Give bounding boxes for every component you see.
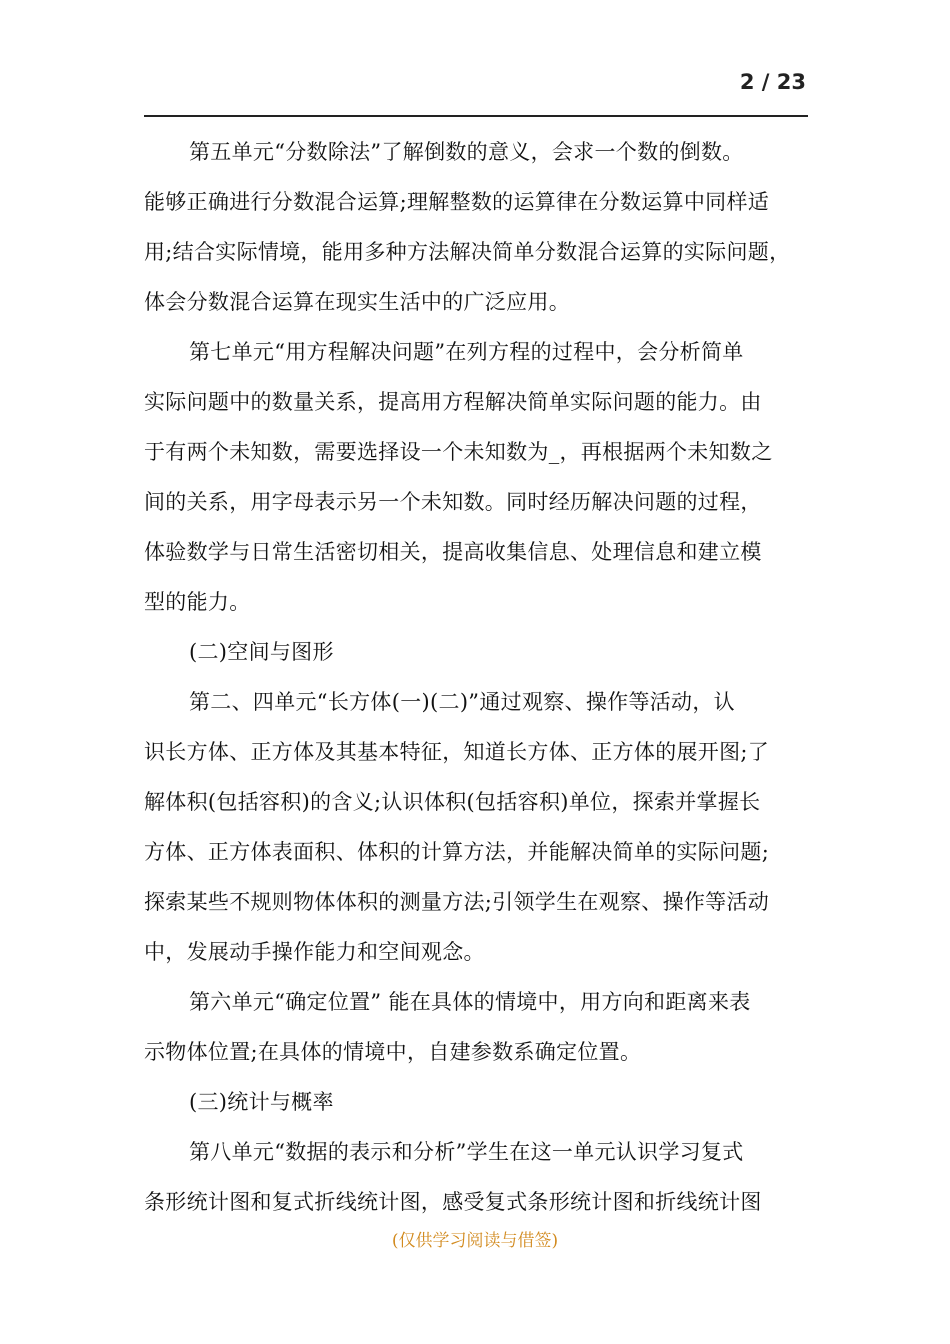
- text-line: 示物体位置;在具体的情境中，自建参数系确定位置。: [144, 1040, 642, 1064]
- text-line: 探索某些不规则物体体积的测量方法;引领学生在观察、操作等活动: [144, 890, 770, 914]
- text-line: 解体积(包括容积)的含义;认识体积(包括容积)单位，探索并掌握长: [144, 790, 761, 814]
- text-line: 体验数学与日常生活密切相关，提高收集信息、处理信息和建立模: [144, 540, 762, 564]
- header-divider: [144, 115, 808, 117]
- text-line: 第六单元“确定位置” 能在具体的情境中，用方向和距离来表: [189, 990, 751, 1014]
- text-line: 实际问题中的数量关系，提高用方程解决简单实际问题的能力。由: [144, 390, 762, 414]
- text-line: 中，发展动手操作能力和空间观念。: [144, 940, 485, 964]
- text-line: 于有两个未知数，需要选择设一个未知数为_，再根据两个未知数之: [144, 440, 773, 464]
- text-line: 第五单元“分数除法”了解倒数的意义，会求一个数的倒数。: [189, 140, 744, 164]
- text-line: 第七单元“用方程解决问题”在列方程的过程中，会分析简单: [189, 340, 744, 364]
- text-line: 体会分数混合运算在现实生活中的广泛应用。: [144, 290, 570, 314]
- text-line: 第八单元“数据的表示和分析”学生在这一单元认识学习复式: [189, 1140, 744, 1164]
- text-line: 型的能力。: [144, 590, 251, 614]
- text-line: 能够正确进行分数混合运算;理解整数的运算律在分数运算中同样适: [144, 190, 770, 214]
- text-line: (三)统计与概率: [189, 1090, 334, 1114]
- text-line: 识长方体、正方体及其基本特征，知道长方体、正方体的展开图;了: [144, 740, 770, 764]
- text-line: 条形统计图和复式折线统计图，感受复式条形统计图和折线统计图: [144, 1190, 762, 1214]
- text-line: 第二、四单元“长方体(一)(二)”通过观察、操作等活动，认: [189, 690, 735, 714]
- text-line: 用;结合实际情境，能用多种方法解决简单分数混合运算的实际问题，: [144, 240, 791, 264]
- page-number: 2 / 23: [739, 70, 806, 94]
- text-line: (二)空间与图形: [189, 640, 334, 664]
- text-line: 方体、正方体表面积、体积的计算方法，并能解决简单的实际问题;: [144, 840, 770, 864]
- footer-note: (仅供学习阅读与借签): [391, 1231, 559, 1251]
- text-line: 间的关系，用字母表示另一个未知数。同时经历解决问题的过程，: [144, 490, 762, 514]
- document-body: [144, 127, 824, 1227]
